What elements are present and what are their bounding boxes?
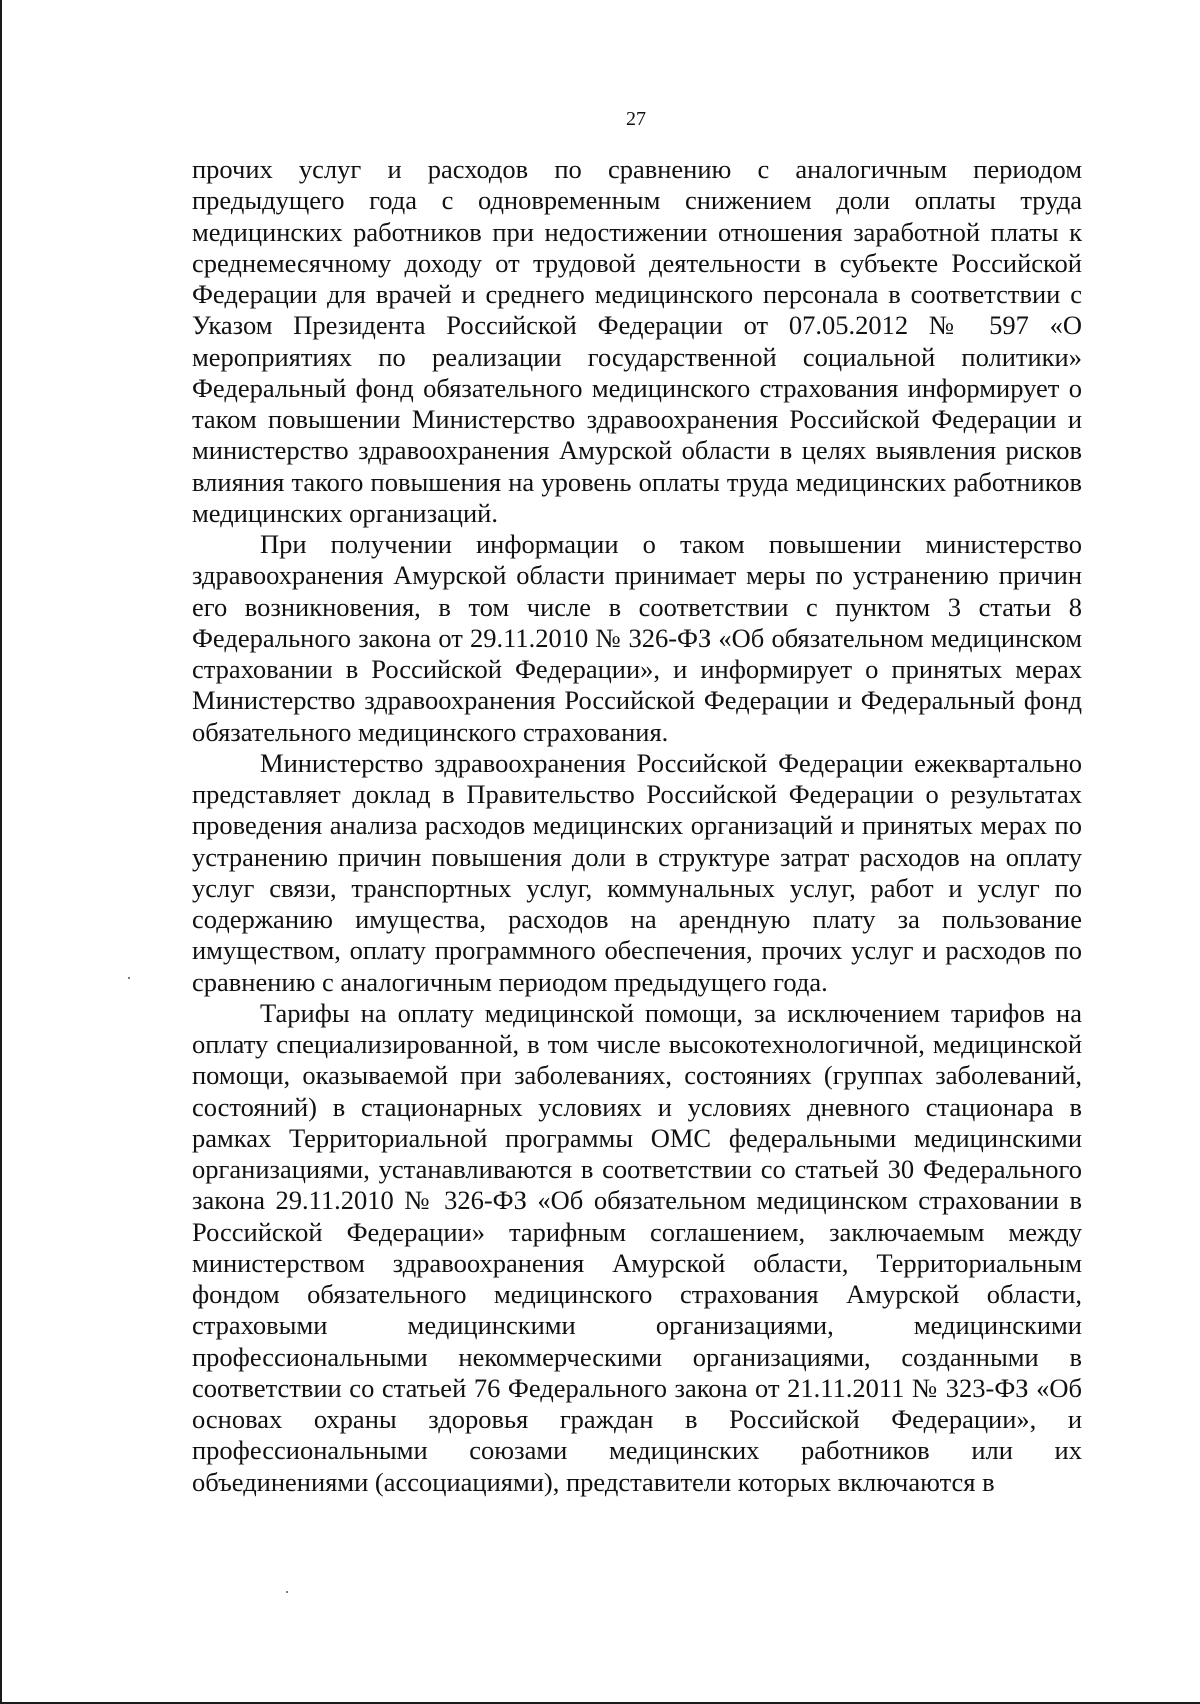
paragraph-1: прочих услуг и расходов по сравнению с аналогичным периодом предыдущего года с одновременным снижением доли оплаты труда медицинских работников при недостижении отношения заработной платы к среднемесячному доходу от трудовой деятельности в субъекте Российской Федерации для врачей и среднего медицинского персонала в соответствии с Указом Президента Российской Федерации от 07.05.2012 № 597 «О мероприятиях по реализации государственной социальной политики» Федеральный фонд обязательного медицинского страхования информирует о таком повышении Министерство здравоохранения Российской Федерации и министерство здравоохранения Амурской области в целях выявления рисков влияния такого повышения на уровень оплаты труда медицинских работников медицинских организаций. [192, 154, 1082, 528]
scan-speck [286, 1591, 288, 1593]
paragraph-3: Министерство здравоохранения Российской Федерации ежеквартально представляет доклад в Правительство Российской Федерации о результатах проведения анализа расходов медицинских организаций и принятых мерах по устранению причин повышения доли в структуре затрат расходов на оплату услуг связи, транспортных услуг, коммунальных услуг, работ и услуг по содержанию имущества, расходов на арендную плату за пользование имуществом, оплату программного обеспечения, прочих услуг и расходов по сравнению с аналогичным периодом предыдущего года. [192, 747, 1082, 997]
paragraph-4: Тарифы на оплату медицинской помощи, за исключением тарифов на оплату специализированной, в том числе высокотехнологичной, медицинской помощи, оказываемой при заболеваниях, состояниях (группах заболеваний, состояний) в стационарных условиях и условиях дневного стационара в рамках Территориальной программы ОМС федеральными медицинскими организациями, устанавливаются в соответствии со статьей 30 Федерального закона 29.11.2010 № 326-ФЗ «Об обязательном медицинском страховании в Российской Федерации» тарифным соглашением, заключаемым между министерством здравоохранения Амурской области, Территориальным фондом обязательного медицинского страхования Амурской области, страховыми медицинскими организациями, медицинскими профессиональными некоммерческими организациями, созданными в соответствии со статьей 76 Федерального закона от 21.11.2011 № 323-ФЗ «Об основах охраны здоровья граждан в Российской Федерации», и профессиональными союзами медицинских работников или их объединениями (ассоциациями), представители которых включаются в [192, 997, 1082, 1497]
scan-edge-left [0, 0, 2, 1704]
paragraph-2: При получении информации о таком повышении министерство здравоохранения Амурской области принимает меры по устранению причин его возникновения, в том числе в соответствии с пунктом 3 статьи 8 Федерального закона от 29.11.2010 № 326-ФЗ «Об обязательном медицинском страховании в Российской Федерации», и информирует о принятых мерах Министерство здравоохранения Российской Федерации и Федеральный фонд обязательного медицинского страхования. [192, 529, 1082, 747]
scan-speck [128, 977, 130, 979]
page-number: 27 [626, 108, 646, 130]
body-text [192, 154, 1082, 1498]
